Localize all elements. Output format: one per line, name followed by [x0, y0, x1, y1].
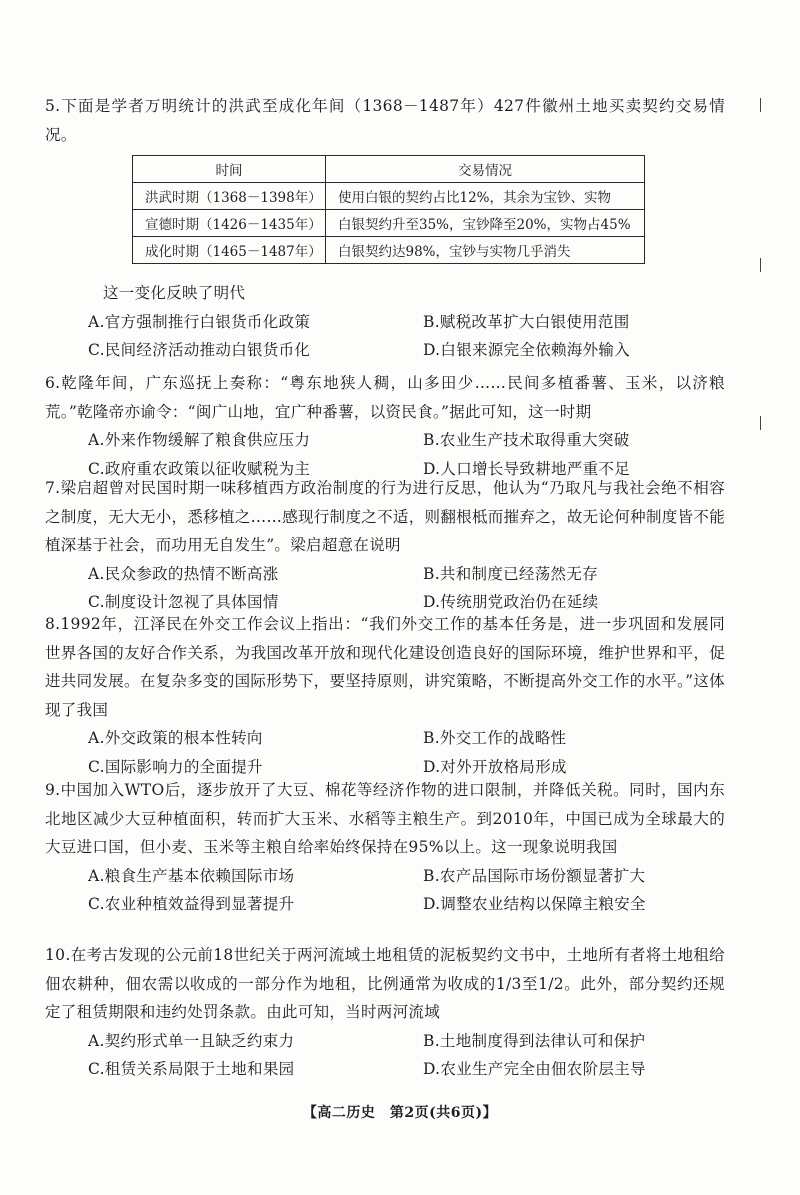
option-9b[interactable]: B.农产品国际市场份额显著扩大 [423, 866, 646, 885]
question-9-stem: 9.中国加入WTO后，逐步放开了大豆、棉花等经济作物的进口限制，并降低关税。同时，国内东北地区减少大豆种植面积，转而扩大玉米、水稻等主粮生产。到2010年，中国已成为全球最大的大豆进口国，但小麦、玉米等主粮自给率始终保持在95%以上。这一现象说明我国 [45, 781, 725, 856]
option-10a[interactable]: A.契约形式单一且缺乏约束力 [88, 1031, 295, 1050]
question-10 [45, 941, 725, 1084]
table-cell-situation: 白银契约升至35%，宝钞降至20%，实物占45% [326, 210, 645, 237]
option-10d[interactable]: D.农业生产完全由佃农阶层主导 [423, 1060, 646, 1078]
option-5d[interactable]: D.白银来源完全依赖海外输入 [423, 341, 631, 359]
option-7c[interactable]: C.制度设计忽视了具体国情 [88, 593, 279, 611]
table-cell-period: 宣德时期（1426－1435年） [133, 210, 326, 237]
option-5c[interactable]: C.民间经济活动推动白银货币化 [88, 341, 311, 359]
question-10-stem: 10.在考古发现的公元前18世纪关于两河流域土地租赁的泥板契约文书中，土地所有者将土地租给佃农耕种，佃农需以收成的一部分作为地租，比例通常为收成的1/3至1/2。此外，部分契约还规定了租赁期限和违约处罚条款。由此可知，当时两河流域 [45, 946, 725, 1021]
table-row [133, 183, 645, 210]
option-7a[interactable]: A.民众参政的热情不断高涨 [88, 564, 279, 583]
option-8b[interactable]: B.外交工作的战略性 [423, 729, 567, 747]
scan-edge-mark [760, 416, 765, 430]
question-10-options [45, 1027, 725, 1084]
option-5a[interactable]: A.官方强制推行白银货币化政策 [88, 312, 311, 331]
question-6 [45, 369, 725, 483]
question-5-stem: 5.下面是学者万明统计的洪武至成化年间（1368－1487年）427件徽州土地买卖契约交易情况。 [45, 97, 725, 144]
contract-statistics-table [132, 155, 645, 264]
option-10c[interactable]: C.租赁关系局限于土地和果园 [88, 1060, 295, 1078]
option-10b[interactable]: B.土地制度得到法律认可和保护 [423, 1031, 646, 1050]
option-5b[interactable]: B.赋税改革扩大白银使用范围 [423, 312, 630, 331]
question-9 [45, 776, 725, 919]
question-8-options [45, 724, 725, 781]
question-5-options [45, 308, 725, 365]
page-footer: 【高二历史 第2页(共6页)】 [302, 1105, 498, 1121]
table-cell-situation: 白银契约达98%，宝钞与实物几乎消失 [326, 237, 645, 264]
question-5-lead: 这一变化反映了明代 [103, 284, 246, 302]
option-9d[interactable]: D.调整农业结构以保障主粮安全 [423, 895, 646, 913]
table-cell-period: 成化时期（1465－1487年） [133, 237, 326, 264]
question-8-stem: 8.1992年，江泽民在外交工作会议上指出：“我们外交工作的基本任务是，进一步巩固和发展同世界各国的友好合作关系，为我国改革开放和现代化建设创造良好的国际环境，维护世界和平，促进共同发展。在复杂多变的国际形势下，要坚持原则，讲究策略，不断提高外交工作的水平。”这体现了我国 [45, 615, 725, 719]
option-6b[interactable]: B.农业生产技术取得重大突破 [423, 431, 630, 449]
scan-edge-mark [760, 98, 765, 112]
question-5 [45, 92, 725, 149]
option-8a[interactable]: A.外交政策的根本性转向 [88, 729, 263, 747]
table-row [133, 237, 645, 264]
table-header-row [133, 156, 645, 183]
table-cell-period: 洪武时期（1368－1398年） [133, 183, 326, 210]
question-5-tail [45, 279, 725, 365]
option-7d[interactable]: D.传统朋党政治仍在延续 [423, 593, 599, 611]
question-7-stem: 7.梁启超曾对民国时期一味移植西方政治制度的行为进行反思，他认为“乃取凡与我社会绝不相容之制度，无大无小，悉移植之……感现行制度之不适，则翻根柢而摧弃之，故无论何种制度皆不能植深基于社会，而功用无自发生”。梁启超意在说明 [45, 479, 725, 554]
question-7-options [45, 560, 725, 617]
question-9-options [45, 862, 725, 919]
option-6c[interactable]: C.政府重农政策以征收赋税为主 [88, 459, 311, 478]
option-8d[interactable]: D.对外开放格局形成 [423, 757, 567, 776]
table-row [133, 210, 645, 237]
option-6a[interactable]: A.外来作物缓解了粮食供应压力 [88, 431, 311, 449]
option-8c[interactable]: C.国际影响力的全面提升 [88, 757, 263, 776]
question-7 [45, 474, 725, 617]
option-9c[interactable]: C.农业种植效益得到显著提升 [88, 895, 295, 913]
option-9a[interactable]: A.粮食生产基本依赖国际市场 [88, 866, 295, 885]
option-6d[interactable]: D.人口增长导致耕地严重不足 [423, 459, 631, 478]
table-cell-situation: 使用白银的契约占比12%，其余为宝钞、实物 [326, 183, 645, 210]
question-8 [45, 610, 725, 781]
table-header-situation: 交易情况 [326, 156, 645, 183]
question-6-stem: 6.乾隆年间，广东巡抚上奏称：“粤东地狭人稠，山多田少……民间多植番薯、玉米，以济粮荒。”乾隆帝亦谕令：“闽广山地，宜广种番薯，以资民食。”据此可知，这一时期 [45, 374, 725, 421]
scan-edge-mark [760, 258, 765, 272]
option-7b[interactable]: B.共和制度已经荡然无存 [423, 564, 598, 583]
table-header-time: 时间 [133, 156, 326, 183]
